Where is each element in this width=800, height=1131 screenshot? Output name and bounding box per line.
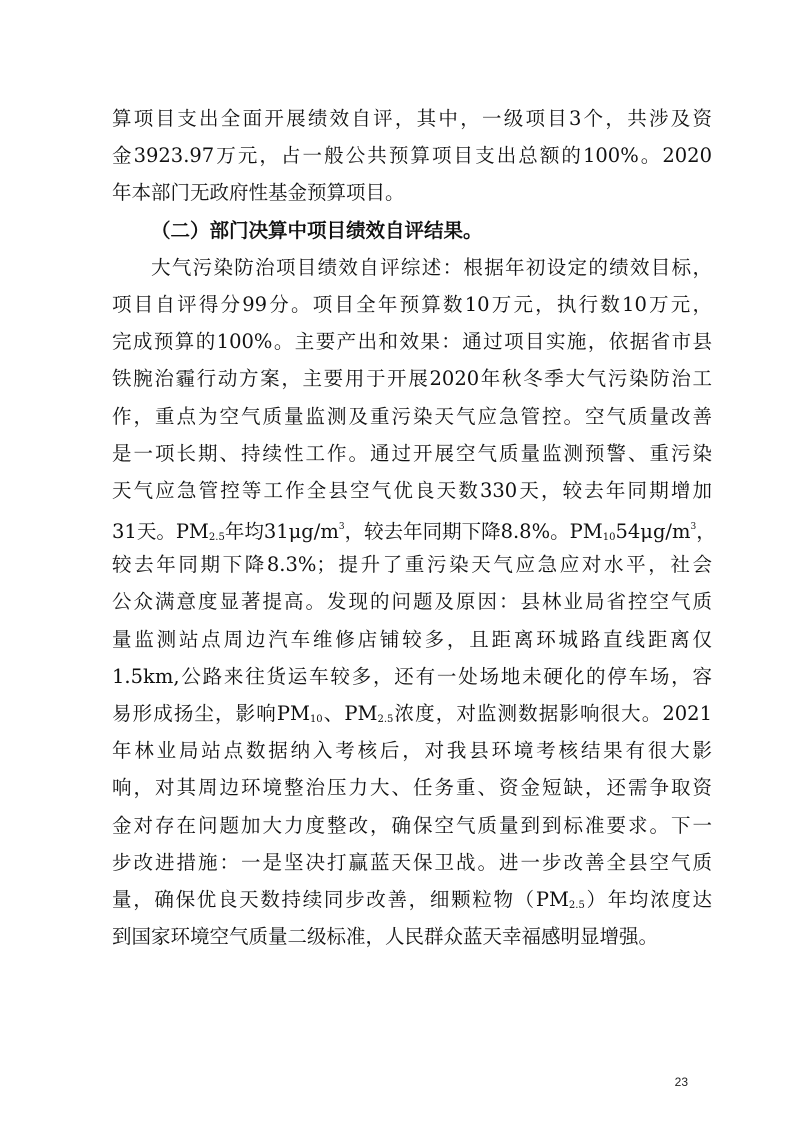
text-line: 年本部门无政府性基金预算项目。: [112, 181, 405, 205]
text-line: 1.5km,公路来往货运车较多，还有一处场地未硬化的停车场，容: [112, 664, 712, 688]
subscript: 10: [602, 532, 616, 544]
text-line-pm: [112, 509, 716, 546]
text-segment: 、PM: [322, 702, 378, 725]
text-line: 大气污染防治项目绩效自评综述：根据年初设定的绩效目标，: [151, 255, 712, 279]
text-line: 铁腕治霾行动方案，主要用于开展2020年秋冬季大气污染防治工: [112, 367, 712, 391]
text-line: 是一项长期、持续性工作。通过开展空气质量监测预警、重污染: [112, 441, 712, 465]
superscript: 3: [338, 522, 345, 533]
text-segment: 量，确保优良天数持续同步改善，细颗粒物（PM: [112, 887, 569, 911]
text-segment: ，: [696, 520, 716, 544]
page-number: 23: [674, 1075, 688, 1089]
text-segment: 年均31μg/m: [224, 520, 339, 544]
text-segment: 54μg/m: [615, 520, 691, 544]
text-line: 到国家环境空气质量二级标准，人民群众蓝天幸福感明显增强。: [112, 925, 659, 949]
text-line: 作，重点为空气质量监测及重污染天气应急管控。空气质量改善: [112, 404, 712, 428]
text-line: 金3923.97万元，占一般公共预算项目支出总额的100%。2020: [112, 144, 712, 168]
text-line: 响，对其周边环境整治压力大、任务重、资金短缺，还需争取资: [112, 776, 712, 800]
text-line: 项目自评得分99分。项目全年预算数10万元，执行数10万元，: [112, 292, 712, 316]
superscript: 3: [690, 522, 697, 533]
text-line: 量监测站点周边汽车维修店铺较多，且距离环城路直线距离仅: [112, 627, 712, 651]
text-line: 年林业局站点数据纳入考核后，对我县环境考核结果有很大影: [112, 739, 712, 763]
text-line: 完成预算的100%。主要产出和效果：通过项目实施，依据省市县: [112, 330, 712, 354]
subscript: 10: [309, 714, 323, 725]
text-segment: 31天。PM: [112, 520, 209, 544]
text-line: 天气应急管控等工作全县空气优良天数330天，较去年同期增加: [112, 478, 712, 502]
text-line: 步改进措施：一是坚决打赢蓝天保卫战。进一步改善全县空气质: [112, 850, 712, 874]
subscript: 2.5: [208, 532, 225, 544]
text-segment: 浓度，对监测数据影响很大。2021: [393, 702, 712, 725]
text-segment: 易形成扬尘，影响PM: [112, 702, 310, 725]
subscript: 2.5: [568, 899, 585, 911]
text-line-pm: [112, 881, 712, 918]
text-line: 算项目支出全面开展绩效自评，其中，一级项目3个，共涉及资: [112, 107, 712, 130]
text-segment: ，较去年同期下降8.8%。PM: [344, 520, 603, 544]
section-heading: （二）部门决算中项目绩效自评结果。: [151, 218, 483, 242]
text-line: 公众满意度显著提高。发现的问题及原因：县林业局省控空气质: [112, 590, 712, 614]
subscript: 2.5: [377, 714, 394, 725]
text-line: 金对存在问题加大力度整改，确保空气质量到到标准要求。下一: [112, 813, 712, 837]
text-line: 较去年同期下降8.3%；提升了重污染天气应急应对水平，社会: [112, 553, 712, 577]
text-segment: ）年均浓度达: [584, 887, 712, 911]
body-text: [112, 100, 716, 955]
text-line-pm: [112, 695, 712, 732]
